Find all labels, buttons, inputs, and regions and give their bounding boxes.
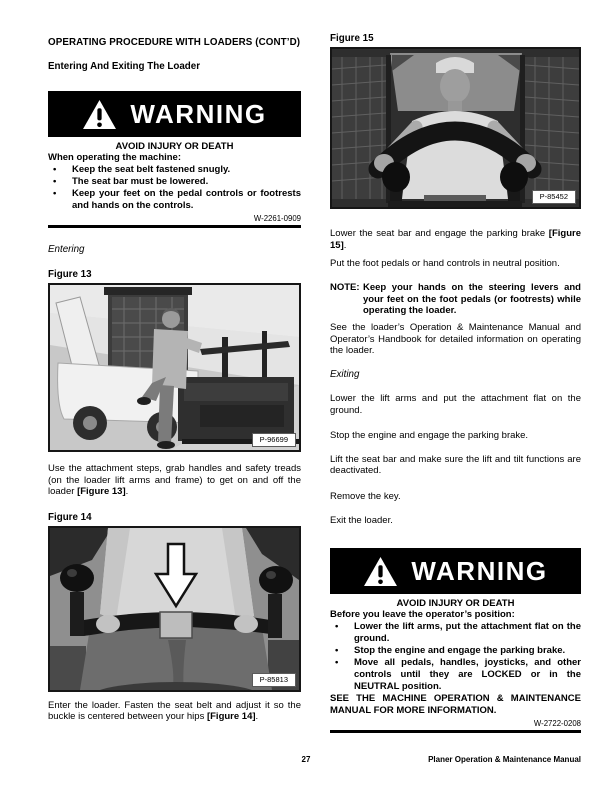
warning-bullet [330,621,581,645]
figure14-photo [48,526,301,692]
paragraph-text: Use the attachment steps, grab handles and safety treads (on the loader lift arms and frame) to get on and off the loader [48,463,301,498]
warning-bullet [330,657,581,693]
paragraph-text: . [255,711,259,723]
photo-id-label: P-85813 [252,673,296,687]
warning-banner [48,91,301,137]
warning-bullet-text: Move all pedals, handles, joysticks, and other controls until they are LOCKED or in the NEUTRAL position. [354,657,581,693]
bullet-marker: • [335,657,339,669]
warning-triangle-icon [363,556,398,587]
footer-manual-title: Planer Operation & Maintenance Manual [428,755,581,764]
warning-bullet-text: Keep the seat belt fastened snugly. [72,164,231,175]
warning-banner-label: WARNING [411,555,548,586]
paragraph-text: . [125,486,129,498]
bullet-marker: • [335,621,339,633]
figure-reference: [Figure 14] [206,711,256,723]
warning-bullet-text: The seat bar must be lowered. [72,176,209,187]
seat-belt-photo-illustration [50,528,299,690]
paragraph-text: . [343,239,347,251]
paragraph-stop-engine: Stop the engine and engage the parking brake. [330,430,529,442]
bullet-marker: • [53,188,57,199]
bullet-marker: • [335,645,339,657]
figure13-photo [48,283,301,452]
bullet-marker: • [53,176,57,187]
warning-bullet-text: Keep your feet on the pedal controls or footrests and hands on the controls. [72,188,301,211]
warning-bullet [48,164,301,176]
figure15-caption: Figure 15 [330,33,374,44]
photo-id-label: P-96699 [252,433,296,447]
warning-banner [330,548,581,594]
warning-code: W-2261-0909 [253,214,301,223]
warning-title: AVOID INJURY OR DEATH [115,141,234,152]
warning-title: AVOID INJURY OR DEATH [396,598,515,610]
section-heading: OPERATING PROCEDURE WITH LOADERS (CONT’D) [48,37,301,48]
photo-id-label: P-85452 [532,190,576,204]
left-column [48,37,301,723]
note-text: Keep your hands on the steering levers and your feet on the foot pedals (or footrests) while operating the loader. [363,281,581,317]
paragraph-text: Enter the loader. Fasten the seat belt and adjust it so the buckle is centered between your hips [48,699,301,723]
figure15-photo [330,47,581,209]
figure14-caption: Figure 14 [48,511,92,523]
warning-bottom-rule [48,225,301,228]
paragraph-lower-lift-arms: Lower the lift arms and put the attachment flat on the ground. [330,392,581,416]
subsection-heading: Entering And Exiting The Loader [48,61,201,72]
figure-reference: [Figure 15] [330,228,581,251]
paragraph-lower-seat-bar [330,228,581,251]
operator-in-cab-photo-illustration [332,49,579,207]
warning-bullet [48,188,301,212]
paragraph-text: Lower the seat bar and engage the parking brake [330,228,549,239]
paragraph-remove-key: Remove the key. [330,490,401,502]
note-block [330,282,581,317]
page-number: 27 [301,755,311,764]
paragraph-use-steps [48,463,301,498]
note-label: NOTE: [330,281,360,293]
warning-block-leaving [330,548,581,733]
paragraph-see-manual: See the loader’s Operation & Maintenance Manual and Operator’s Handbook for detailed information on operating the loader. [330,322,581,357]
loader-entry-photo-illustration [50,285,299,450]
paragraph-enter-loader [48,700,301,723]
warning-bullet [48,176,301,188]
warning-see-more: SEE THE MACHINE OPERATION & MAINTENANCE MANUAL FOR MORE INFORMATION. [330,693,581,717]
warning-code: W-2722-0208 [533,719,581,729]
warning-banner-label: WARNING [130,98,267,129]
bullet-marker: • [53,164,57,175]
paragraph-lift-seat-bar: Lift the seat bar and make sure the lift and tilt functions are deactivated. [330,453,581,477]
warning-bottom-rule [330,730,581,733]
exiting-label: Exiting [330,368,360,380]
warning-bullet-text: Lower the lift arms, put the attachment flat on the ground. [354,621,581,645]
warning-intro: Before you leave the operator’s position: [330,609,515,621]
entering-label: Entering [48,244,85,255]
warning-triangle-icon [82,99,117,130]
paragraph-exit-loader: Exit the loader. [330,514,393,526]
warning-bullet [330,645,581,657]
warning-intro: When operating the machine: [48,152,182,163]
figure13-caption: Figure 13 [48,269,92,280]
figure-reference: [Figure 13] [77,486,126,498]
right-column [330,33,581,733]
paragraph-pedals-neutral: Put the foot pedals or hand controls in neutral position. [330,258,560,270]
warning-block-operating [48,91,301,228]
warning-bullet-text: Stop the engine and engage the parking brake. [354,645,566,657]
